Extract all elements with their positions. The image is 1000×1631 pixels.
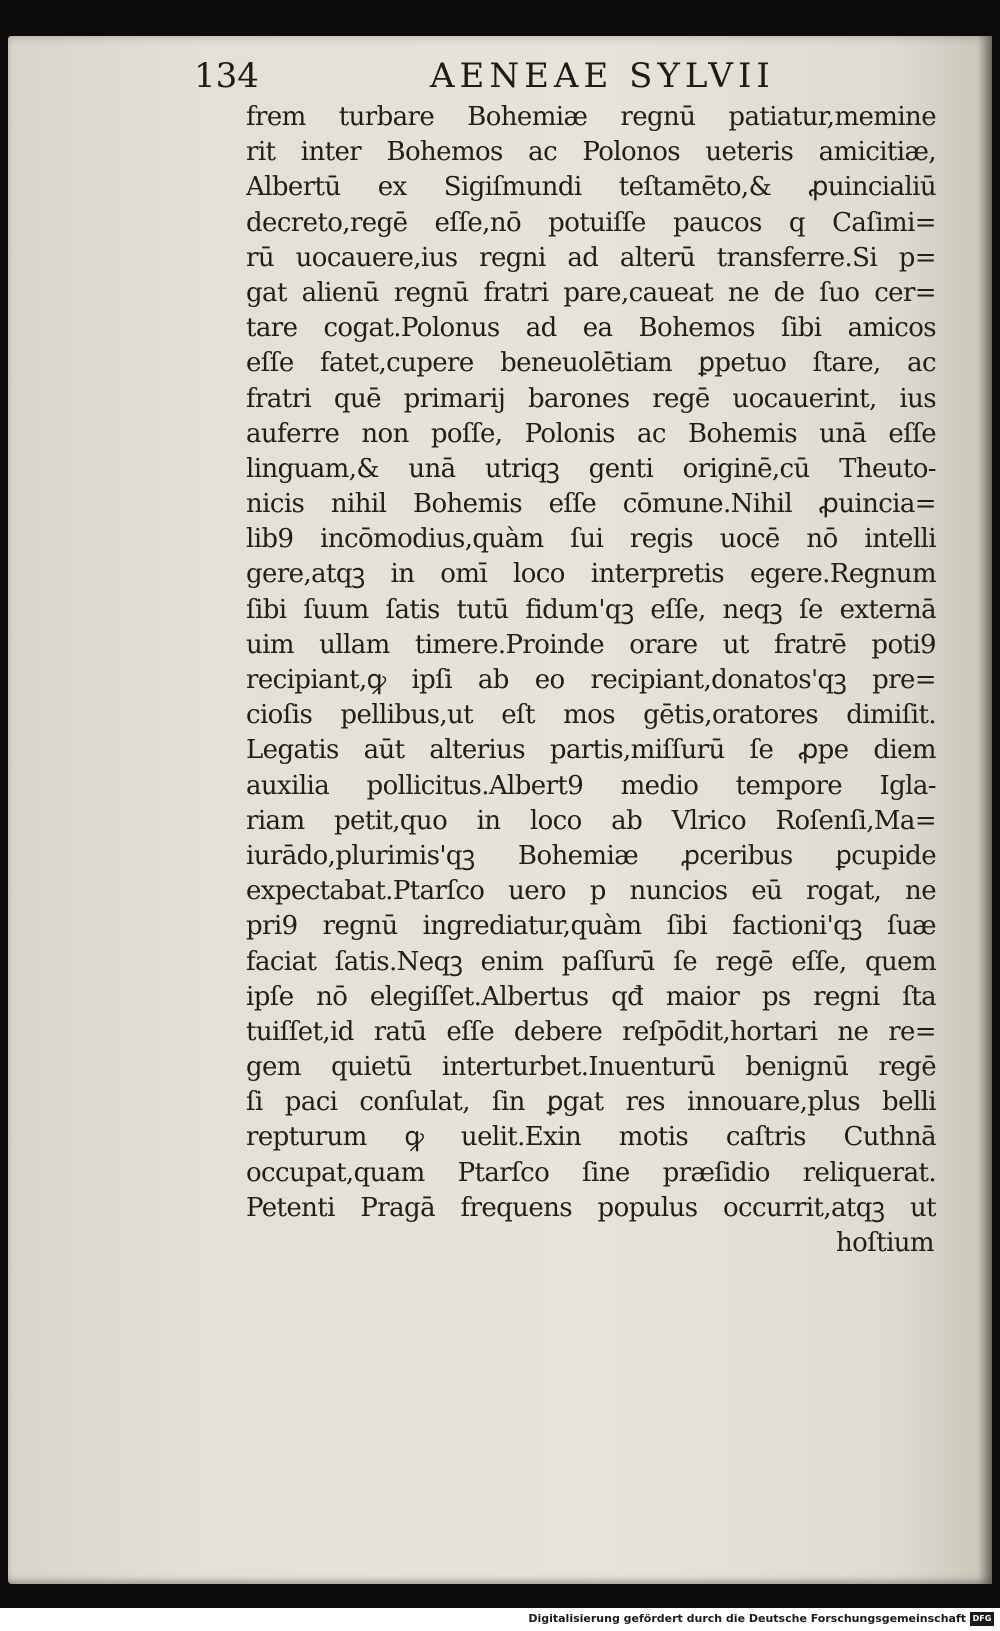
text-line: rū uocauere,ius regni ad alterū transferre.Si p= (246, 242, 936, 273)
text-line: auxilia pollicitus.Albert9 medio tempore Igla- (246, 770, 936, 801)
text-line: riam petit,quo in loco ab Vlrico Roſenſi,Ma= (246, 805, 936, 836)
funding-credit: Digitalisierung gefördert durch die Deutsche Forschungsgemeinschaft (528, 1612, 966, 1625)
text-line: occupat,quam Ptarſco ſine præſidio reliquerat. (246, 1157, 936, 1188)
text-line: tuiſſet,id ratū eſſe debere reſpōdit,hortari ne re= (246, 1016, 936, 1047)
text-line: recipiant,ꝙ ipſi ab eo recipiant,donatos'qꝫ pre= (246, 665, 936, 695)
text-line: ſi paci conſulat, ſin ꝑgat res innouare,plus belli (246, 1087, 936, 1118)
footer-bar (0, 1608, 1000, 1631)
text-line: cioſis pellibus,ut eſt mos gētis,oratores dimiſit. (246, 700, 936, 731)
text-line: Petenti Pragā frequens populus occurrit,atqꝫ ut (246, 1192, 936, 1223)
page-header (0, 56, 1000, 106)
text-line: ſibi ſuum ſatis tutū fidum'qꝫ eſſe, neqꝫ ſe externā (246, 594, 936, 625)
text-line: uim ullam timere.Proinde orare ut fratrē poti9 (246, 629, 936, 660)
text-line: decreto,regē eſſe,nō potuiſſe paucos q Caſimi= (246, 207, 936, 238)
page-edge-shadow (978, 36, 992, 1584)
text-line: Albertū ex Sigiſmundi teſtamēto,& ꝓuincialiū (246, 172, 936, 203)
text-line: hoſtium (836, 1228, 934, 1258)
text-line: expectabat.Ptarſco uero p nuncios eū rogat, ne (246, 876, 936, 907)
running-head: AENEAE SYLVII (430, 56, 775, 96)
text-line: lib9 incōmodius,quàm ſui regis uocē nō intelli (246, 524, 936, 555)
text-line: nicis nihil Bohemis eſſe cōmune.Nihil ꝓuincia= (246, 489, 936, 520)
text-line: auferre non poſſe, Polonis ac Bohemis unā eſſe (246, 418, 936, 449)
text-line: Legatis aūt alterius partis,miſſurū ſe ꝓpe diem (246, 735, 936, 766)
text-line: linguam,& unā utriqꝫ genti originē,cū Theuto- (246, 453, 936, 484)
dfg-logo-icon: DFG (970, 1612, 994, 1626)
text-line: iurādo,plurimis'qꝫ Bohemiæ ꝓceribus ꝑcupide (246, 840, 936, 871)
text-line: frem turbare Bohemiæ regnū patiatur,memine (246, 102, 936, 132)
text-line: repturum ꝙ uelit.Exin motis caſtris Cuthnā (246, 1122, 936, 1153)
text-line: ipſe nō elegiſſet.Albertus qđ maior ps regni ſta (246, 981, 936, 1012)
text-line: gat alienū regnū fratri pare,caueat ne de ſuo cer= (246, 277, 936, 308)
text-line: tare cogat.Polonus ad ea Bohemos ſibi amicos (246, 313, 936, 344)
text-line: faciat ſatis.Neqꝫ enim paſſurū ſe regē eſſe, quem (246, 946, 936, 977)
text-line: gem quietū interturbet.Inuenturū benignū regē (246, 1052, 936, 1083)
text-line: gere,atqꝫ in omī loco interpretis egere.Regnum (246, 559, 936, 590)
body-text (246, 100, 936, 1261)
text-line: rit inter Bohemos ac Polonos ueteris amicitiæ, (246, 137, 936, 168)
text-line: eſſe fatet,cupere beneuolētiam ꝑpetuo ſtare, ac (246, 348, 936, 379)
text-line: pri9 regnū ingrediatur,quàm ſibi factioni'qꝫ ſuæ (246, 911, 936, 942)
text-line: fratri quē primarij barones regē uocauerint, ius (246, 383, 936, 414)
page-number: 134 (194, 56, 259, 96)
